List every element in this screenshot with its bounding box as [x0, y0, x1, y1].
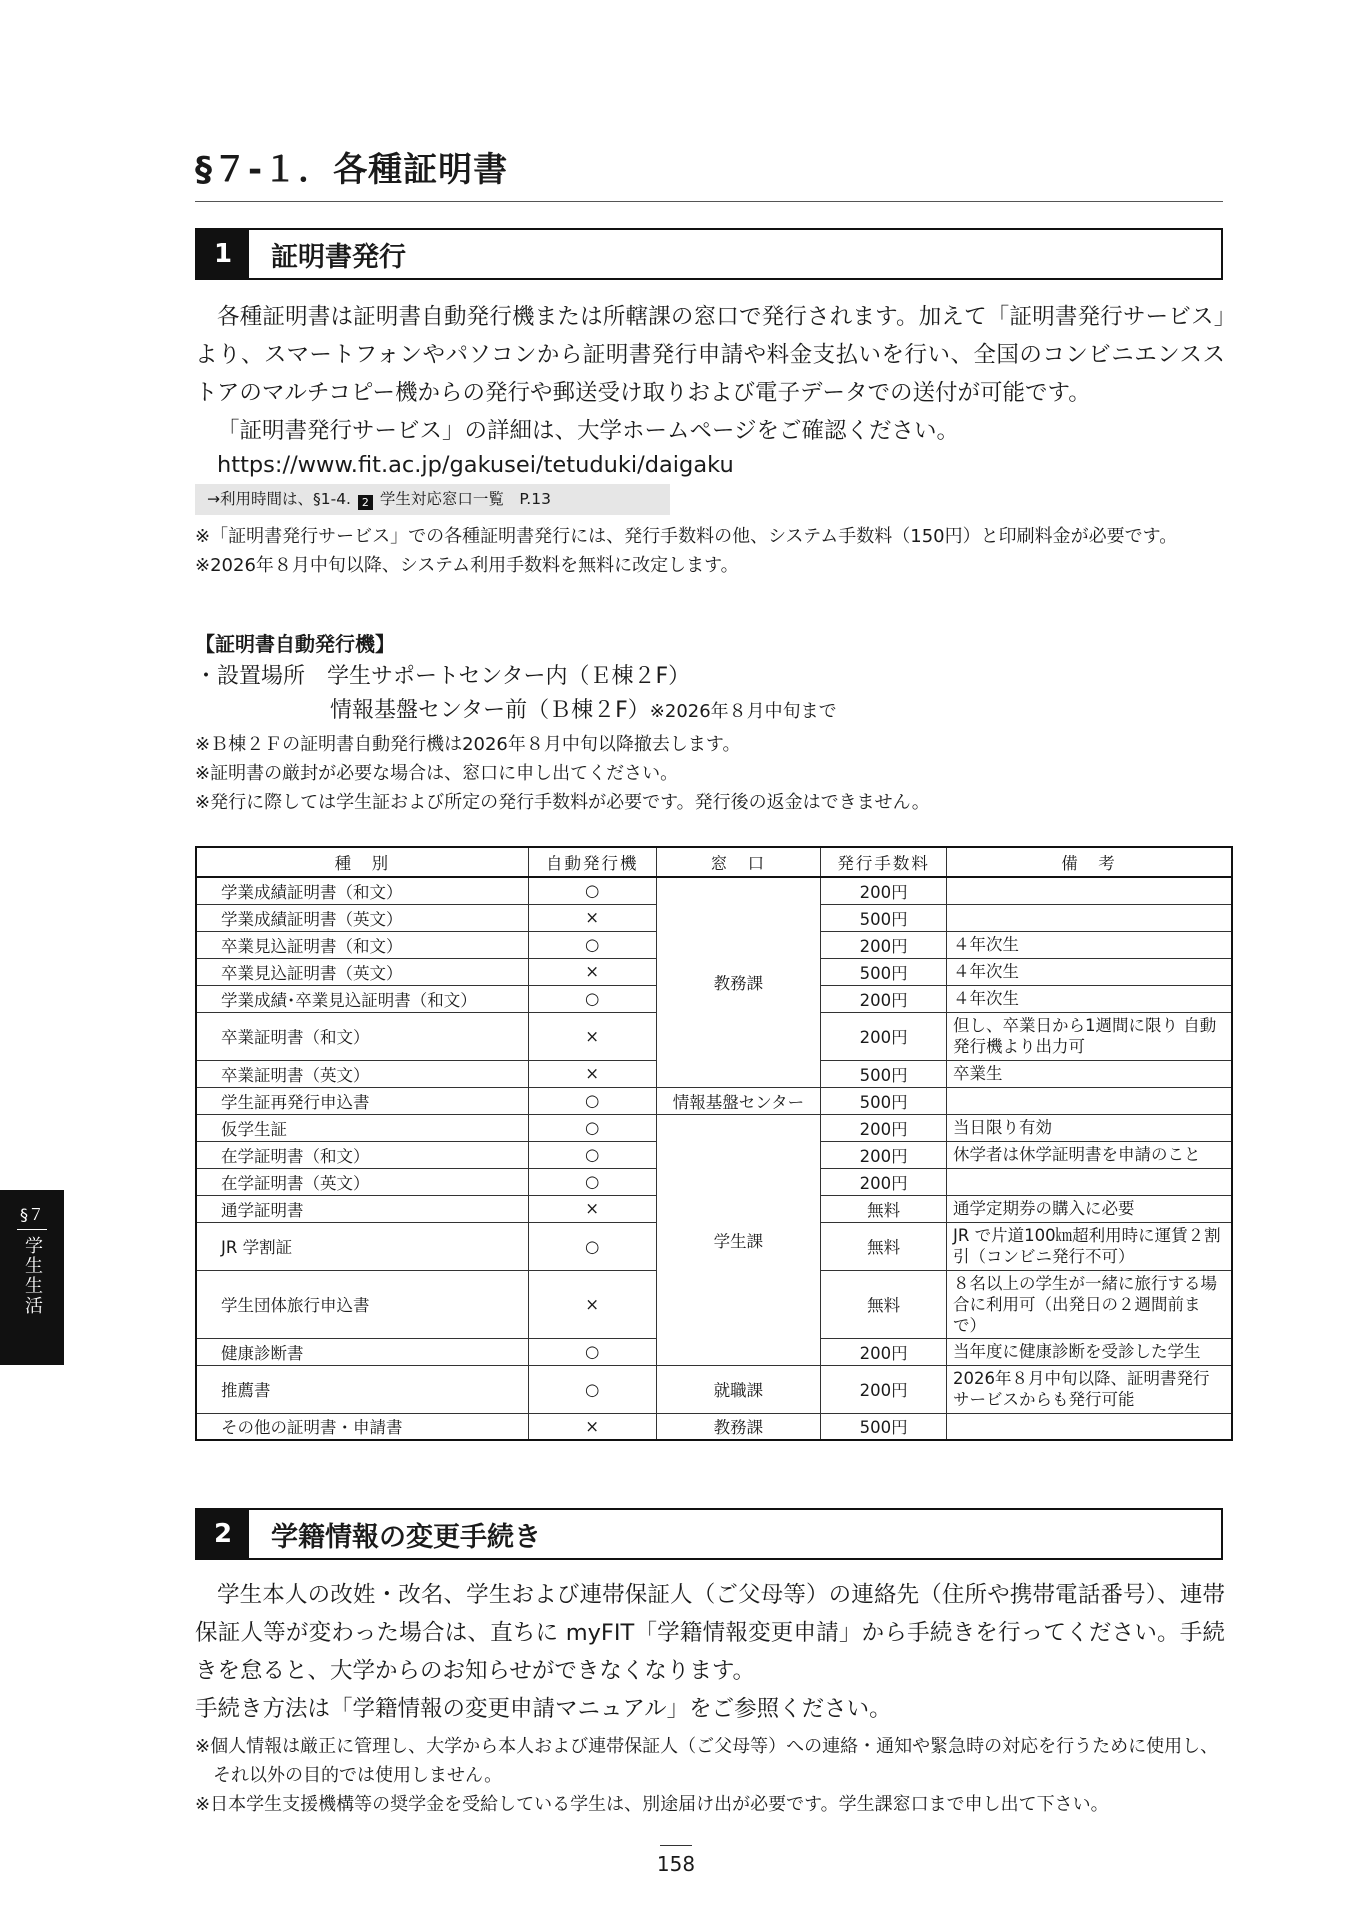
cell-machine: ○: [528, 1338, 656, 1365]
cell-machine: ×: [528, 958, 656, 985]
cell-fee: 500円: [821, 1060, 947, 1087]
section-2-number: 2: [197, 1510, 249, 1558]
cell-machine: ○: [528, 1168, 656, 1195]
cell-note: JR で片道100㎞超利用時に運賃２割引（コンビニ発行不可）: [947, 1222, 1232, 1270]
cell-window: 学生課: [656, 1114, 821, 1365]
machine-location-1: ・設置場所 学生サポートセンター内（Ｅ棟２F）: [195, 664, 691, 689]
table-header-row: [196, 847, 1232, 877]
cell-machine: ×: [528, 1060, 656, 1087]
cell-type: 学生団体旅行申込書: [196, 1270, 528, 1338]
note-machine-removal: ※Ｂ棟２Ｆの証明書自動発行機は2026年８月中旬以降撤去します。: [195, 734, 741, 755]
cell-type: 卒業見込証明書（和文）: [196, 931, 528, 958]
table-row: [196, 1114, 1232, 1141]
cell-note: 当日限り有効: [947, 1114, 1232, 1141]
cell-note: [947, 1087, 1232, 1114]
note-fee-change: ※2026年８月中旬以降、システム利用手数料を無料に改定します。: [195, 555, 739, 576]
cell-window: 教務課: [656, 877, 821, 1087]
cell-type: 卒業見込証明書（英文）: [196, 958, 528, 985]
cell-note: ４年次生: [947, 985, 1232, 1012]
section-1-header: [195, 228, 1223, 280]
cell-type: 学業成績証明書（英文）: [196, 904, 528, 931]
cell-note: 但し、卒業日から1週間に限り 自動発行機より出力可: [947, 1012, 1232, 1060]
page-number-rule: [660, 1845, 692, 1846]
cell-note: [947, 877, 1232, 904]
cell-window: 就職課: [656, 1365, 821, 1413]
cell-machine: ○: [528, 1087, 656, 1114]
cell-fee: 200円: [821, 1365, 947, 1413]
cell-fee: 200円: [821, 1338, 947, 1365]
machine-location-2: [330, 694, 837, 729]
page-title: §７-１．各種証明書: [195, 142, 1223, 202]
cell-fee: 200円: [821, 1141, 947, 1168]
cell-type: その他の証明書・申請書: [196, 1413, 528, 1440]
section-1-title: 証明書発行: [271, 241, 406, 273]
machine-heading: 【証明書自動発行機】: [195, 632, 395, 656]
cell-note: 卒業生: [947, 1060, 1232, 1087]
cell-note: [947, 1413, 1232, 1440]
reference-bar: [195, 484, 670, 515]
cell-machine: ×: [528, 1195, 656, 1222]
cell-fee: 200円: [821, 1012, 947, 1060]
cell-type: 仮学生証: [196, 1114, 528, 1141]
section-2-paragraph: 学生本人の改姓・改名、学生および連帯保証人（ご父母等）の連絡先（住所や携帯電話番号）、連帯保証人等が変わった場合は、直ちに myFIT「学籍情報変更申請」から手続きを行ってください。手続きを怠ると、大学からのお知らせができなくなります。: [195, 1582, 1225, 1684]
cell-machine: ○: [528, 1114, 656, 1141]
note-privacy: ※個人情報は厳正に管理し、大学から本人および連帯保証人（ご父母等）への連絡・通知や緊急時の対応を行うために使用し、それ以外の目的では使用しません。: [195, 1736, 1219, 1786]
note-scholarship: ※日本学生支援機構等の奨学金を受給している学生は、別途届け出が必要です。学生課窓口まで申し出て下さい。: [195, 1794, 1109, 1815]
cell-note: 当年度に健康診断を受診した学生: [947, 1338, 1232, 1365]
col-header-machine: 自動発行機: [528, 847, 656, 877]
cell-type: 在学証明書（和文）: [196, 1141, 528, 1168]
section-1-service-paragraph: 「証明書発行サービス」の詳細は、大学ホームページをご確認ください。: [217, 418, 960, 444]
cell-window: 情報基盤センター: [656, 1087, 821, 1114]
cell-type: 学業成績･卒業見込証明書（和文）: [196, 985, 528, 1012]
cell-type: 健康診断書: [196, 1338, 528, 1365]
cell-machine: ○: [528, 1141, 656, 1168]
cell-type: 在学証明書（英文）: [196, 1168, 528, 1195]
section-2-manual-paragraph: 手続き方法は「学籍情報の変更申請マニュアル」をご参照ください。: [195, 1696, 892, 1722]
table-row: [196, 1413, 1232, 1440]
cell-note: 休学者は休学証明書を申請のこと: [947, 1141, 1232, 1168]
reference-text-after: 学生対応窓口一覧 P.13: [379, 490, 551, 508]
section-2-title: 学籍情報の変更手続き: [271, 1521, 541, 1553]
cell-fee: 500円: [821, 904, 947, 931]
cell-note: ４年次生: [947, 958, 1232, 985]
cell-type: 通学証明書: [196, 1195, 528, 1222]
cell-note: 2026年８月中旬以降、証明書発行サービスからも発行可能: [947, 1365, 1232, 1413]
cell-machine: ○: [528, 1222, 656, 1270]
cell-type: 卒業証明書（英文）: [196, 1060, 528, 1087]
reference-text-before: →利用時間は、§1-4.: [207, 490, 351, 508]
col-header-fee: 発行手数料: [821, 847, 947, 877]
cell-fee: 500円: [821, 1087, 947, 1114]
note-system-fee: ※「証明書発行サービス」での各種証明書発行には、発行手数料の他、システム手数料（150円）と印刷料金が必要です。: [195, 526, 1178, 547]
section-1-paragraph: 各種証明書は証明書自動発行機または所轄課の窓口で発行されます。加えて「証明書発行サービス」より、スマートフォンやパソコンから証明書発行申請や料金支払いを行い、全国のコンビニエンスストアのマルチコピー機からの発行や郵送受け取りおよび電子データでの送付が可能です。: [195, 304, 1225, 406]
cell-type: 卒業証明書（和文）: [196, 1012, 528, 1060]
cell-note: 通学定期券の購入に必要: [947, 1195, 1232, 1222]
side-tab-section: §７: [17, 1202, 47, 1230]
cell-machine: ×: [528, 1012, 656, 1060]
cell-type: 学生証再発行申込書: [196, 1087, 528, 1114]
service-url: https://www.fit.ac.jp/gakusei/tetuduki/daigaku: [217, 452, 734, 478]
cell-machine: ○: [528, 985, 656, 1012]
cell-machine: ×: [528, 1413, 656, 1440]
cell-type: 推薦書: [196, 1365, 528, 1413]
cell-machine: ×: [528, 904, 656, 931]
cell-fee: 無料: [821, 1222, 947, 1270]
cell-fee: 200円: [821, 985, 947, 1012]
side-tab-label: 学生生活: [22, 1236, 43, 1316]
cell-fee: 200円: [821, 1168, 947, 1195]
cell-type: 学業成績証明書（和文）: [196, 877, 528, 904]
col-header-type: 種 別: [196, 847, 528, 877]
note-refund: ※発行に際しては学生証および所定の発行手数料が必要です。発行後の返金はできません。: [195, 792, 930, 813]
table-row: [196, 1365, 1232, 1413]
machine-location-2-main: 情報基盤センター前（Ｂ棟２F）: [330, 698, 650, 723]
cell-fee: 200円: [821, 877, 947, 904]
cell-fee: 200円: [821, 1114, 947, 1141]
chapter-side-tab: [0, 1190, 64, 1365]
cell-note: [947, 1168, 1232, 1195]
page-number: 158: [656, 1852, 696, 1876]
cell-window: 教務課: [656, 1413, 821, 1440]
cell-fee: 無料: [821, 1270, 947, 1338]
note-sealed: ※証明書の厳封が必要な場合は、窓口に申し出てください。: [195, 763, 679, 784]
cell-machine: ○: [528, 931, 656, 958]
reference-badge: 2: [358, 495, 373, 510]
table-row: [196, 1087, 1232, 1114]
cell-fee: 無料: [821, 1195, 947, 1222]
table-row: [196, 877, 1232, 904]
col-header-note: 備 考: [947, 847, 1232, 877]
cell-machine: ×: [528, 1270, 656, 1338]
section-2-header: [195, 1508, 1223, 1560]
cell-machine: ○: [528, 1365, 656, 1413]
cell-machine: ○: [528, 877, 656, 904]
cell-fee: 500円: [821, 958, 947, 985]
cell-note: [947, 904, 1232, 931]
section-1-number: 1: [197, 230, 249, 278]
cell-type: JR 学割証: [196, 1222, 528, 1270]
cell-fee: 200円: [821, 931, 947, 958]
cell-note: ４年次生: [947, 931, 1232, 958]
cell-fee: 500円: [821, 1413, 947, 1440]
col-header-window: 窓 口: [656, 847, 821, 877]
machine-location-2-note: ※2026年８月中旬まで: [649, 701, 837, 722]
cell-note: ８名以上の学生が一緒に旅行する場合に利用可（出発日の２週間前まで）: [947, 1270, 1232, 1338]
certificate-table: [195, 846, 1233, 1441]
